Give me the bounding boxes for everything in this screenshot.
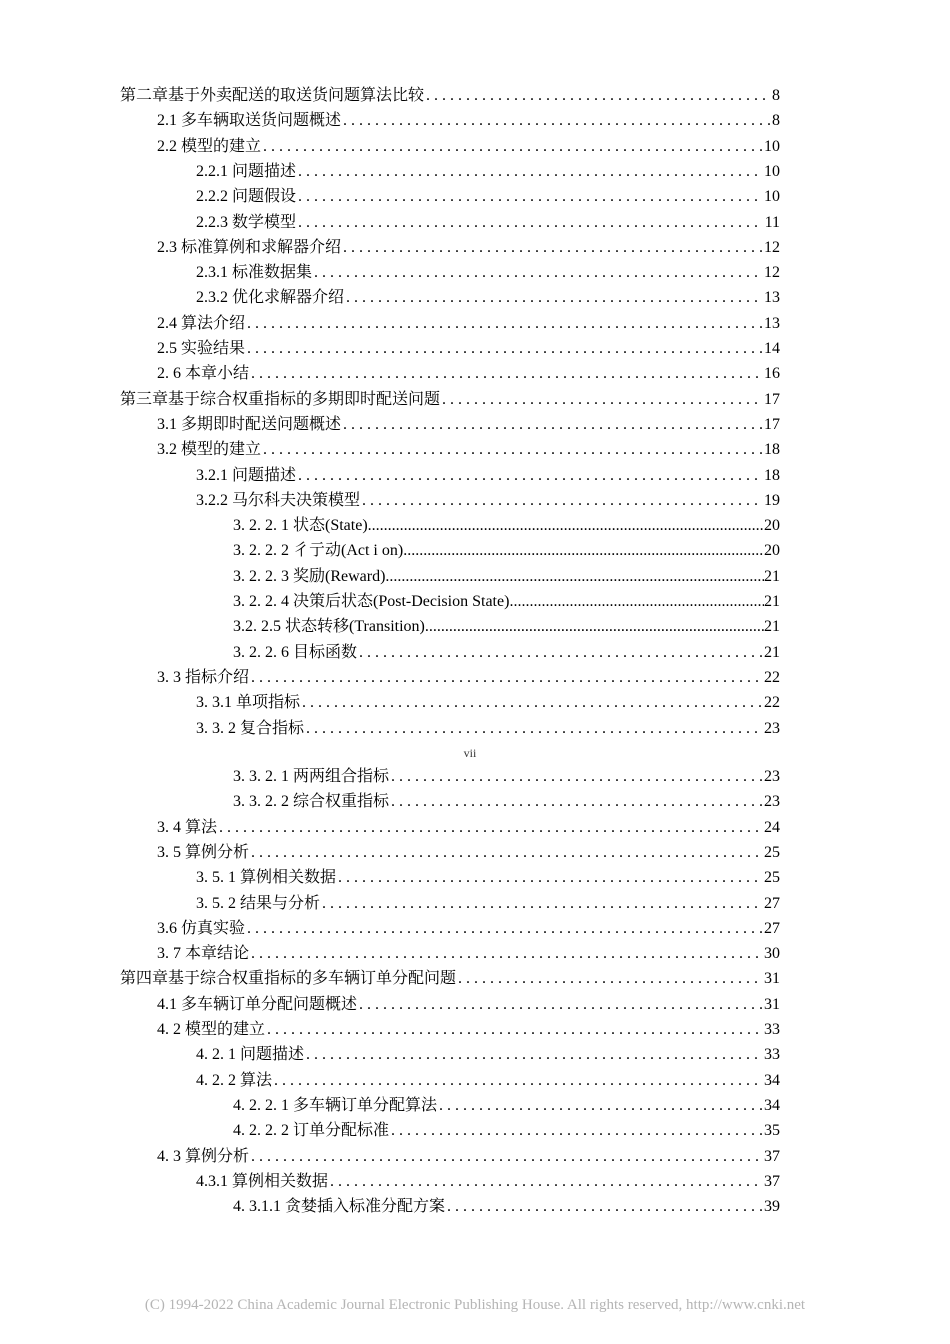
toc-leader-dots — [306, 1043, 762, 1067]
toc-entry[interactable] — [233, 1094, 780, 1118]
toc-entry[interactable] — [157, 1145, 780, 1169]
toc-leader-dots — [343, 413, 762, 437]
toc-entry-title: 2.1 多车辆取送货问题概述 — [157, 112, 342, 130]
toc-entry-title: 3. 4 算法 — [157, 818, 218, 836]
toc-entry-page: 17 — [764, 390, 780, 408]
toc-entry-page: 21 — [764, 593, 780, 610]
toc-leader-dots — [509, 590, 764, 614]
toc-entry-page: 23 — [764, 793, 780, 811]
toc-entry[interactable] — [233, 539, 780, 563]
toc-leader-dots — [251, 942, 762, 966]
toc-entry-title: 4. 2. 2. 1 多车辆订单分配算法 — [233, 1096, 438, 1114]
toc-leader-dots — [359, 641, 762, 665]
toc-entry-title: 3. 2. 2. 3 奖励(Reward) — [233, 567, 386, 585]
toc-entry-page: 14 — [764, 340, 780, 357]
toc-entry-page: 39 — [764, 1198, 780, 1216]
toc-entry-title: 3. 3. 2 复合指标 — [196, 719, 305, 737]
toc-entry[interactable] — [157, 362, 780, 386]
toc-entry-page: 10 — [764, 137, 780, 155]
toc-entry[interactable] — [196, 892, 780, 916]
toc-leader-dots — [338, 866, 762, 890]
toc-leader-dots — [385, 565, 764, 589]
page-number: vii — [463, 746, 477, 760]
toc-entry[interactable] — [196, 286, 780, 310]
toc-leader-dots — [298, 185, 762, 209]
toc-entry-page: 18 — [764, 441, 780, 459]
toc-entry-page: 23 — [764, 719, 780, 737]
toc-entry[interactable] — [196, 185, 780, 209]
toc-entry-page: 12 — [764, 238, 780, 256]
toc-entry[interactable] — [196, 211, 780, 235]
toc-entry-page: 31 — [764, 970, 780, 988]
toc-entry-page: 21 — [764, 618, 780, 636]
toc-entry-title: 2.3 标准算例和求解器介绍 — [157, 238, 342, 256]
toc-entry-page: 33 — [764, 1046, 780, 1064]
toc-leader-dots — [251, 362, 762, 386]
toc-entry[interactable] — [233, 514, 780, 538]
toc-entry-page: 16 — [764, 365, 780, 383]
toc-entry-title: 3.1 多期即时配送问题概述 — [157, 415, 342, 433]
toc-entry-title: 4.3.1 算例相关数据 — [196, 1172, 329, 1190]
toc-leader-dots — [346, 286, 762, 310]
toc-entry-title: 4.1 多车辆订单分配问题概述 — [157, 995, 358, 1013]
toc-entry-title: 2.2 模型的建立 — [157, 137, 262, 155]
toc-entry-page: 22 — [764, 668, 780, 686]
toc-entry-title: 2.4 算法介绍 — [157, 314, 246, 332]
toc-entry-title: 3. 5. 2 结果与分析 — [196, 894, 321, 912]
toc-entry-title: 第二章基于外卖配送的取送货问题算法比较 — [120, 87, 425, 104]
toc-entry-title: 第四章基于综合权重指标的多车辆订单分配问题 — [120, 970, 457, 988]
toc-entry-page: 21 — [764, 643, 780, 661]
toc-leader-dots — [359, 993, 762, 1017]
toc-entry[interactable] — [157, 438, 780, 462]
toc-entry-page: 18 — [764, 466, 780, 484]
toc-leader-dots — [425, 615, 764, 639]
toc-leader-dots — [247, 312, 762, 336]
toc-entry-title: 2.3.2 优化求解器介绍 — [196, 289, 345, 307]
toc-entry-title: 3. 3. 2. 2 综合权重指标 — [233, 793, 390, 811]
toc-leader-dots — [447, 1195, 762, 1219]
toc-entry-title: 4. 2. 2. 2 订单分配标准 — [233, 1122, 390, 1140]
toc-leader-dots — [391, 790, 762, 814]
toc-entry-title: 2.3.1 标准数据集 — [196, 264, 313, 282]
copyright-footer: (C) 1994-2022 China Academic Journal Electronic Publishing House. All rights reserved, http://www.cnki.net — [144, 1297, 806, 1313]
toc-entry-page: 25 — [764, 869, 780, 887]
toc-leader-dots — [251, 1145, 762, 1169]
toc-leader-dots — [368, 514, 764, 538]
toc-entry-title: 3.2.2 马尔科夫决策模型 — [196, 491, 361, 509]
toc-entry[interactable] — [233, 590, 780, 614]
toc-entry-title: 4. 2. 1 问题描述 — [196, 1046, 305, 1064]
toc-entry-page: 34 — [764, 1071, 780, 1089]
toc-entry[interactable] — [120, 84, 780, 108]
toc-entry-page: 35 — [764, 1122, 780, 1140]
toc-entry[interactable] — [157, 413, 780, 437]
toc-leader-dots — [362, 489, 762, 513]
toc-entry-title: 3.2. 2.5 状态转移(Transition) — [233, 618, 425, 636]
toc-entry-page: 10 — [764, 188, 780, 206]
toc-entry-page: 23 — [764, 768, 780, 785]
toc-entry[interactable] — [157, 337, 780, 361]
toc-leader-dots — [458, 967, 762, 991]
toc-entry[interactable] — [157, 666, 780, 690]
toc-entry-title: 2.2.3 数学模型 — [196, 213, 297, 231]
toc-leader-dots — [306, 717, 762, 741]
toc-entry[interactable] — [196, 717, 780, 741]
toc-entry-title: 4. 3.1.1 贪婪插入标准分配方案 — [233, 1198, 446, 1216]
toc-entry-title: 3. 2. 2. 1 状态(State) — [233, 517, 368, 535]
toc-entry-title: 第三章基于综合权重指标的多期即时配送问题 — [120, 390, 441, 408]
toc-entry[interactable] — [157, 917, 780, 941]
toc-entry-title: 3.6 仿真实验 — [157, 919, 246, 937]
toc-leader-dots — [247, 917, 762, 941]
toc-leader-dots — [219, 816, 762, 840]
toc-entry-page: 8 — [772, 112, 780, 130]
toc-entry-page: 13 — [764, 314, 780, 332]
toc-leader-dots — [274, 1069, 762, 1093]
toc-leader-dots — [442, 388, 762, 412]
toc-entry-title: 3. 5. 1 算例相关数据 — [196, 869, 337, 887]
toc-entry-page: 33 — [764, 1021, 780, 1038]
toc-entry-page: 27 — [764, 894, 780, 912]
toc-leader-dots — [343, 236, 762, 260]
toc-leader-dots — [298, 211, 763, 235]
toc-leader-dots — [322, 892, 762, 916]
toc-leader-dots — [426, 84, 770, 108]
toc-entry[interactable] — [196, 866, 780, 890]
toc-entry[interactable] — [233, 641, 780, 665]
toc-entry[interactable] — [196, 261, 780, 285]
toc-entry-title: 2.2.1 问题描述 — [196, 162, 297, 180]
toc-entry[interactable] — [233, 565, 780, 589]
toc-entry-page: 27 — [764, 919, 780, 937]
toc-entry[interactable] — [120, 967, 780, 991]
toc-leader-dots — [314, 261, 762, 285]
toc-entry-title: 3. 2. 2. 2 彳亍动(Act i on) — [233, 542, 404, 560]
toc-entry-page: 37 — [764, 1147, 780, 1165]
toc-leader-dots — [263, 438, 762, 462]
toc-leader-dots — [391, 765, 762, 789]
toc-entry-page: 31 — [764, 995, 780, 1013]
toc-entry-page: 19 — [764, 491, 780, 509]
toc-entry-page: 12 — [764, 264, 780, 282]
toc-entry-page: 22 — [764, 694, 780, 712]
toc-entry-page: 8 — [772, 87, 780, 104]
toc-entry-title: 4. 2 模型的建立 — [157, 1021, 266, 1038]
toc-entry-title: 3. 3. 2. 1 两两组合指标 — [233, 768, 390, 785]
toc-entry-page: 20 — [764, 517, 780, 535]
toc-leader-dots — [298, 160, 762, 184]
toc-entry[interactable] — [233, 1119, 780, 1143]
toc-entry[interactable] — [157, 942, 780, 966]
toc-entry-title: 3. 2. 2. 6 目标函数 — [233, 643, 358, 661]
toc-leader-dots — [403, 539, 764, 563]
toc-entry-title: 3. 5 算例分析 — [157, 843, 250, 861]
toc-entry[interactable] — [157, 1018, 780, 1042]
toc-entry[interactable] — [157, 816, 780, 840]
toc-entry-page: 30 — [764, 945, 780, 963]
toc-entry-page: 21 — [764, 567, 780, 585]
toc-entry[interactable] — [157, 841, 780, 865]
toc-leader-dots — [330, 1170, 762, 1194]
toc-entry[interactable] — [157, 135, 780, 159]
toc-entry-page: 13 — [764, 289, 780, 307]
toc-entry[interactable] — [157, 312, 780, 336]
toc-entry[interactable] — [196, 1069, 780, 1093]
toc-entry[interactable] — [157, 993, 780, 1017]
toc-entry-title: 4. 3 算例分析 — [157, 1147, 250, 1165]
toc-entry[interactable] — [233, 765, 780, 789]
toc-entry-title: 3.2 模型的建立 — [157, 441, 262, 459]
toc-leader-dots — [439, 1094, 762, 1118]
toc-entry[interactable] — [233, 790, 780, 814]
toc-entry-title: 2.2.2 问题假设 — [196, 188, 297, 206]
toc-leader-dots — [251, 841, 762, 865]
toc-entry[interactable] — [196, 1043, 780, 1067]
toc-entry-page: 25 — [764, 843, 780, 861]
toc-leader-dots — [263, 135, 762, 159]
toc-entry[interactable] — [157, 236, 780, 260]
toc-entry[interactable] — [233, 1195, 780, 1219]
toc-leader-dots — [391, 1119, 762, 1143]
toc-entry-page: 37 — [764, 1172, 780, 1190]
toc-leader-dots — [251, 666, 762, 690]
toc-entry-page: 34 — [764, 1096, 780, 1114]
toc-entry[interactable] — [120, 388, 780, 412]
toc-entry[interactable] — [196, 691, 780, 715]
toc-entry-title: 3. 2. 2. 4 决策后状态(Post-Decision State) — [233, 593, 510, 610]
toc-leader-dots — [247, 337, 762, 361]
toc-entry[interactable] — [196, 1170, 780, 1194]
toc-entry-title: 2. 6 本章小结 — [157, 365, 250, 383]
toc-entry-page: 24 — [764, 818, 780, 836]
toc-leader-dots — [343, 109, 770, 133]
toc-entry-page: 10 — [764, 162, 780, 180]
toc-entry-title: 3. 3.1 单项指标 — [196, 694, 301, 712]
toc-entry[interactable] — [233, 615, 780, 639]
toc-leader-dots — [267, 1018, 762, 1042]
toc-entry-title: 3.2.1 问题描述 — [196, 466, 297, 484]
toc-leader-dots — [302, 691, 762, 715]
toc-entry-title: 4. 2. 2 算法 — [196, 1071, 273, 1089]
toc-entry-title: 3. 7 本章结论 — [157, 945, 250, 963]
toc-entry[interactable] — [157, 109, 780, 133]
toc-entry[interactable] — [196, 464, 780, 488]
toc-entry[interactable] — [196, 489, 780, 513]
toc-entry-title: 3. 3 指标介绍 — [157, 668, 250, 686]
toc-entry-page: 20 — [764, 542, 780, 560]
toc-leader-dots — [298, 464, 762, 488]
toc-entry-page: 11 — [764, 213, 780, 231]
toc-entry-title: 2.5 实验结果 — [157, 340, 246, 357]
toc-entry[interactable] — [196, 160, 780, 184]
toc-entry-page: 17 — [764, 415, 780, 433]
